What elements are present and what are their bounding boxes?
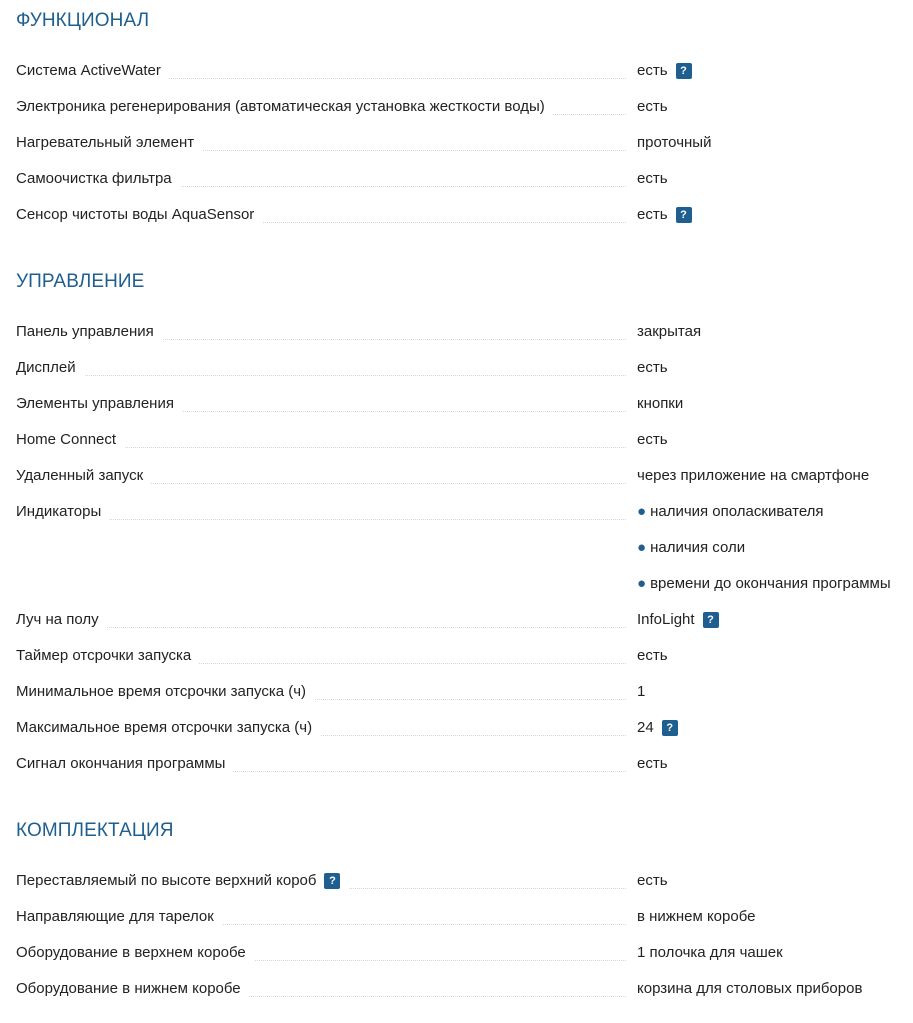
spec-row-end-signal: [16, 754, 913, 790]
spec-value: есть: [637, 647, 668, 664]
spec-label: Система ActiveWater: [16, 61, 169, 81]
spec-value-group: [637, 718, 678, 738]
spec-value: закрытая: [637, 323, 702, 340]
spec-label: Сигнал окончания программы: [16, 754, 233, 774]
spec-value-group: [637, 61, 692, 81]
spec-label: Направляющие для тарелок: [16, 907, 222, 927]
spec-row-lower-basket-equipment: [16, 979, 913, 1015]
spec-label: Home Connect: [16, 430, 124, 450]
help-icon[interactable]: ?: [676, 63, 692, 79]
spec-row-floor-beam: [16, 610, 913, 646]
spec-row-delay-timer: [16, 646, 913, 682]
spec-label: Переставляемый по высоте верхний короб: [16, 872, 317, 889]
spec-value: есть: [637, 431, 668, 448]
spec-value: 1 полочка для чашек: [637, 944, 783, 961]
spec-value: есть: [637, 359, 668, 376]
spec-value: кнопки: [637, 395, 684, 412]
spec-value: InfoLight: [637, 611, 695, 628]
spec-value: есть: [637, 170, 668, 187]
spec-row-heater: [16, 133, 913, 169]
spec-label: Сенсор чистоты воды AquaSensor: [16, 205, 262, 225]
spec-row-max-delay: [16, 718, 913, 754]
dotted-leader: [16, 375, 626, 376]
spec-label: Оборудование в нижнем коробе: [16, 979, 249, 999]
spec-value: проточный: [637, 134, 712, 151]
spec-value: 24: [637, 719, 654, 736]
spec-label: Луч на полу: [16, 610, 107, 630]
spec-label: Элементы управления: [16, 394, 182, 414]
spec-row-filter-selfclean: [16, 169, 913, 205]
spec-row-min-delay: [16, 682, 913, 718]
spec-row-upper-basket-equipment: [16, 943, 913, 979]
spec-value: времени до окончания программы: [650, 575, 891, 592]
spec-label: Дисплей: [16, 358, 84, 378]
spec-label: Минимальное время отсрочки запуска (ч): [16, 682, 314, 702]
help-icon[interactable]: ?: [703, 612, 719, 628]
spec-value: есть: [637, 755, 668, 772]
spec-row-adjustable-basket: [16, 871, 913, 907]
bullet-icon: ●: [637, 539, 647, 556]
help-icon[interactable]: ?: [324, 873, 340, 889]
spec-row-indicators-cont: [16, 574, 913, 610]
spec-value: есть: [637, 98, 668, 115]
section-title-equipment: КОМПЛЕКТАЦИЯ: [16, 820, 174, 841]
spec-row-indicators: [16, 502, 913, 538]
dotted-leader: [16, 627, 626, 628]
spec-value-list-item: [637, 502, 824, 522]
bullet-icon: ●: [637, 503, 647, 520]
spec-value: 1: [637, 683, 646, 700]
spec-value: наличия соли: [650, 539, 746, 556]
spec-row-controls: [16, 394, 913, 430]
spec-value-group: [637, 610, 719, 630]
spec-row-display: [16, 358, 913, 394]
spec-value: корзина для столовых приборов: [637, 980, 863, 997]
spec-label: Нагревательный элемент: [16, 133, 202, 153]
spec-row-plate-guides: [16, 907, 913, 943]
spec-value: через приложение на смартфоне: [637, 467, 870, 484]
spec-row-aquasensor: [16, 205, 913, 241]
spec-row-regeneration: [16, 97, 913, 133]
spec-label: Индикаторы: [16, 502, 109, 522]
section-title-control: УПРАВЛЕНИЕ: [16, 271, 145, 292]
spec-row-remote-start: [16, 466, 913, 502]
spec-label-group: [16, 871, 348, 891]
spec-value-list-item: [637, 538, 745, 558]
spec-label: Электроника регенерирования (автоматическая установка жесткости воды): [16, 97, 553, 117]
section-title-functional: ФУНКЦИОНАЛ: [16, 10, 150, 31]
spec-label: Удаленный запуск: [16, 466, 151, 486]
spec-row-control-panel: [16, 322, 913, 358]
spec-value: есть: [637, 62, 668, 79]
spec-row-indicators-cont: [16, 538, 913, 574]
spec-row-activewater: [16, 61, 913, 97]
spec-label: Оборудование в верхнем коробе: [16, 943, 254, 963]
spec-label: Таймер отсрочки запуска: [16, 646, 199, 666]
spec-value-list-item: [637, 574, 891, 594]
spec-value: в нижнем коробе: [637, 908, 756, 925]
help-icon[interactable]: ?: [662, 720, 678, 736]
spec-label: Самоочистка фильтра: [16, 169, 180, 189]
spec-value: есть: [637, 206, 668, 223]
spec-value: наличия ополаскивателя: [650, 503, 824, 520]
bullet-icon: ●: [637, 575, 647, 592]
spec-row-home-connect: [16, 430, 913, 466]
spec-label: Максимальное время отсрочки запуска (ч): [16, 718, 320, 738]
help-icon[interactable]: ?: [676, 207, 692, 223]
spec-value: есть: [637, 872, 668, 889]
spec-label: Панель управления: [16, 322, 162, 342]
spec-value-group: [637, 205, 692, 225]
